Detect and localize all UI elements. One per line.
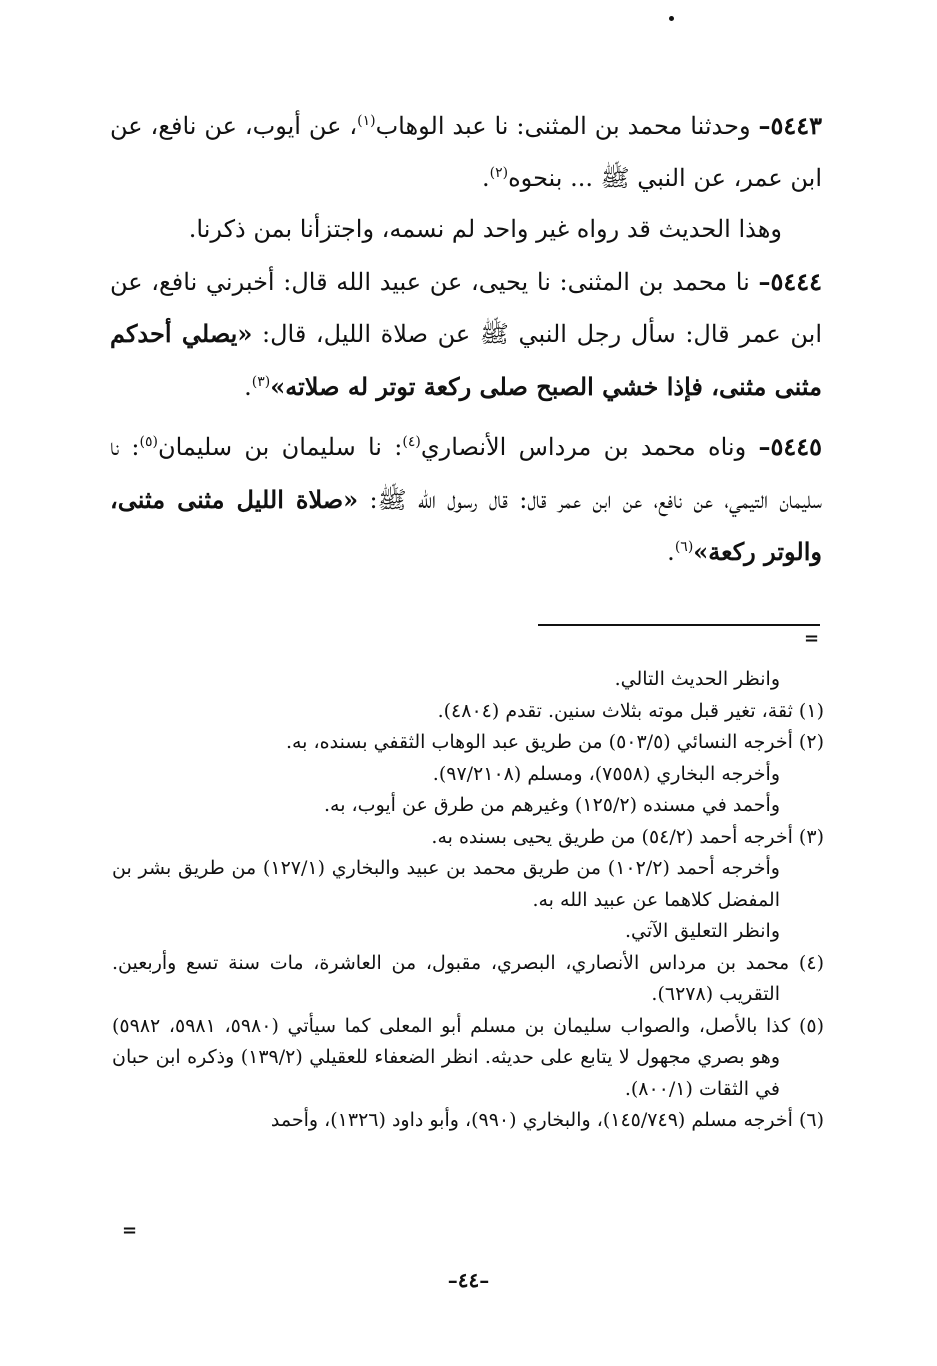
footnote-ref: (١) <box>357 113 376 129</box>
footnote-6: (٦) أخرجه مسلم (١٤٥/٧٤٩)، والبخاري (٩٩٠)، وأبو داود (١٣٢٦)، وأحمد <box>270 1109 824 1131</box>
hadith-quote: «صلاة الليل مثنى مثنى، والوتر ركعة» <box>110 484 822 566</box>
hadith-text: : نا سليمان التيمي، عن نافع، عن ابن عمر قال: قال رسول الله ﷺ: <box>110 433 822 514</box>
footnote-3-line: وأخرجه أحمد (١٠٢/٢) من طريق محمد بن عبيد والبخاري (١٢٧/١) من طريق بشر بن المفضل كلاهما عن عبيد الله به. <box>112 857 780 911</box>
footnote-4: (٤) محمد بن مرداس الأنصاري، البصري، مقبول، من العاشرة، مات سنة تسع وأربعين. التقريب (٦٢٧٨). <box>112 951 824 1005</box>
editor-note: وهذا الحديث قد رواه غير واحد لم نسمه، واجتزأنا بمن ذكرنا. <box>188 215 782 243</box>
footnote-ref: (٥) <box>139 434 158 450</box>
hadith-number: ٥٤٤٤– <box>758 266 822 296</box>
footnote-2-line: وأحمد في مسنده (١٢٥/٢) وغيرهم من طرق عن أيوب، به. <box>324 794 780 816</box>
main-text <box>110 100 822 579</box>
footnote-5: (٥) كذا بالأصل، والصواب سليمان بن مسلم أبو المعلى كما سيأتي (٥٩٨٠، ٥٩٨١، ٥٩٨٢) وهو بصري مجهول لا يتابع على حديثه. انظر الضعفاء للعقيلي (١٣٩/٢) وذكره ابن حبان في الثقات (٨٠٠/١). <box>112 1014 824 1100</box>
continuation-mark: = <box>804 628 820 649</box>
hadith-5445 <box>110 421 822 579</box>
hadith-number: ٥٤٤٣– <box>758 111 823 140</box>
footnote-3: (٣) أخرجه أحمد (٥٤/٢) من طريق يحيى بسنده به. <box>431 825 824 848</box>
hadith-text: وناه محمد بن مرداس الأنصاري <box>420 433 759 461</box>
footnote-ref: (٤) <box>402 434 421 450</box>
page-number: –٤٤– <box>447 1268 490 1292</box>
hadith-text: وحدثنا محمد بن المثنى: نا عبد الوهاب <box>375 112 759 140</box>
footnote-2-line: وأخرجه البخاري (٧٥٥٨)، ومسلم (٩٧/٢١٠٨). <box>432 762 780 785</box>
footnotes <box>112 664 824 1137</box>
hadith-text: . <box>667 538 675 566</box>
footnote-1: (١) ثقة، تغير قبل موته بثلاث سنين. تقدم (٤٨٠٤). <box>437 699 824 722</box>
footnote-2: (٢) أخرجه النسائي (٥٠٣/٥) من طريق عبد الوهاب الثقفي بسنده، به. <box>285 731 824 753</box>
footnote-continuation: وانظر الحديث التالي. <box>614 668 780 690</box>
hadith-text: ، عن أيوب، عن نافع، عن ابن عمر، عن النبي ﷺ ... بنحوه <box>110 112 822 192</box>
hadith-text: . <box>481 163 490 192</box>
footnote-ref: (٣) <box>251 373 271 390</box>
footnote-divider <box>538 624 820 626</box>
top-dot <box>669 16 674 21</box>
footnote-3-line: وانظر التعليق الآتي. <box>624 920 780 942</box>
hadith-text: . <box>244 372 252 401</box>
hadith-5443 <box>110 100 822 204</box>
hadith-number: ٥٤٤٥– <box>758 432 823 461</box>
hadith-5444 <box>110 256 822 414</box>
footnote-ref: (٢) <box>489 164 509 181</box>
hadith-text: نا محمد بن المثنى: نا يحيى، عن عبيد الله قال: أخبرني نافع، عن ابن عمر قال: سأل رجل النبي ﷺ عن صلاة الليل، قال: <box>110 267 823 348</box>
hadith-text: : نا سليمان بن سليمان <box>157 433 403 461</box>
footnote-ref: (٦) <box>674 539 694 555</box>
continuation-mark: = <box>122 1220 138 1241</box>
hadith-quote: «يصلي أحدكم مثنى مثنى، فإذا خشي الصبح صلى ركعة توتر له صلاته» <box>110 319 822 401</box>
